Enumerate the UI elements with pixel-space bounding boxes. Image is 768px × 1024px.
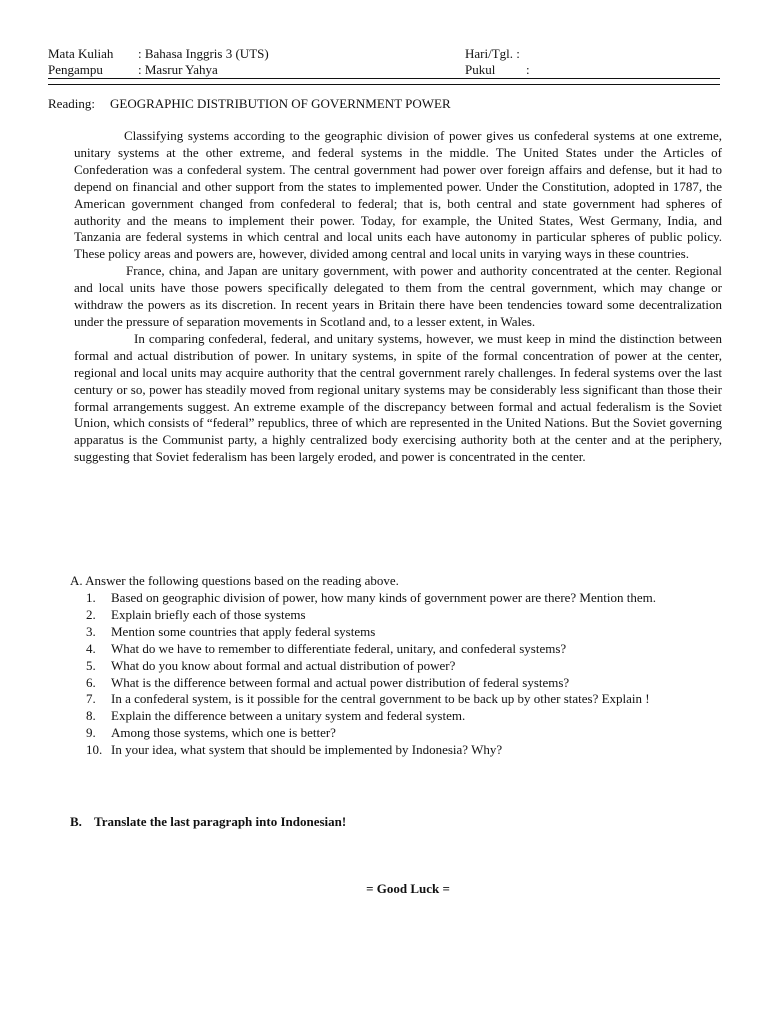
question-text: Among those systems, which one is better?: [111, 725, 336, 741]
course-value: : Bahasa Inggris 3 (UTS): [138, 46, 269, 61]
section-b-letter: B.: [70, 814, 82, 829]
date-label: Hari/Tgl. :: [465, 46, 520, 61]
question-number: 9.: [86, 725, 96, 741]
question-text: What is the difference between formal and actual power distribution of federal systems?: [111, 674, 570, 690]
question-item: [86, 725, 722, 742]
reading-title: GEOGRAPHIC DISTRIBUTION OF GOVERNMENT POWER: [110, 96, 451, 111]
question-item: [86, 607, 722, 624]
question-number: 6.: [86, 674, 96, 690]
question-text: Mention some countries that apply federal systems: [111, 623, 376, 639]
question-number: 5.: [86, 657, 96, 673]
question-number: 3.: [86, 623, 96, 639]
question-number: 4.: [86, 640, 96, 656]
question-text: In a confederal system, is it possible for the central government to be back up by other states? Explain !: [111, 691, 650, 707]
question-number: 2.: [86, 606, 96, 622]
question-text: What do you know about formal and actual distribution of power?: [111, 657, 456, 673]
course-label: Mata Kuliah: [48, 46, 114, 61]
question-text: Based on geographic division of power, how many kinds of government power are there? Mention them.: [111, 590, 656, 605]
question-item: [86, 641, 722, 658]
question-item: [86, 624, 722, 641]
question-item: [86, 691, 722, 708]
header-divider: [48, 78, 720, 85]
question-number: 8.: [86, 708, 96, 724]
reading-label: Reading:: [48, 96, 95, 111]
question-number: 7.: [86, 691, 96, 707]
question-text: Explain briefly each of those systems: [111, 606, 306, 622]
question-number: 1.: [86, 590, 96, 605]
question-text: What do we have to remember to differentiate federal, unitary, and confederal systems?: [111, 640, 567, 656]
question-item: [86, 590, 722, 607]
section-a-heading: A. Answer the following questions based on the reading above.: [70, 573, 399, 588]
lecturer-label: Pengampu: [48, 62, 103, 77]
lecturer-value: : Masrur Yahya: [138, 62, 218, 77]
question-item: [86, 742, 722, 759]
time-separator: :: [526, 62, 530, 77]
question-number: 10.: [86, 742, 103, 758]
reading-body: [74, 128, 722, 466]
question-text: Explain the difference between a unitary system and federal system.: [111, 708, 466, 724]
closing-text: = Good Luck =: [366, 881, 450, 896]
paragraph-3: In comparing confederal, federal, and unitary systems, however, we must keep in mind the distinction between formal and actual distribution of power. In unitary systems, in spite of the formal concentration of power at the center, regional and local units may acquire authority that the central government rarely challenges. In federal systems over the last century or so, power has steadily moved from regional unitary systems may be considerably less significant than those their formal arrangements suggest. An extreme example of the discrepancy between formal and actual federalism is the Soviet Union, which consists of “federal” republics, three of which are represented in the United Nations. But the Soviet governing apparatus is the Communist party, a highly centralized body exercising authority both at the center and at the periphery, suggesting that Soviet federalism has been largely eroded, and power is concentrated in the center.: [74, 330, 722, 465]
question-item: [86, 658, 722, 675]
section-b-instruction: Translate the last paragraph into Indonesian!: [94, 814, 347, 829]
question-item: [86, 675, 722, 692]
question-item: [86, 708, 722, 725]
question-text: In your idea, what system that should be implemented by Indonesia? Why?: [111, 742, 503, 758]
time-label: Pukul: [465, 62, 496, 77]
paragraph-1: Classifying systems according to the geographic division of power gives us confederal systems at one extreme, unitary systems at the other extreme, and federal systems in the middle. The United States under the Articles of Confederation was a confederal system. The central government had power over foreign affairs and defense, but it had to depend on financial and other support from the states to implemented power. Under the Constitution, adopted in 1787, the American government changed from confederal to federal; that is, both central and state government had spheres of authority and the means to implement their power. Today, for example, the United States, West Germany, India, and Tanzania are federal systems in which central and local units each have autonomy in particular spheres of public policy. These policy areas and powers are, however, divided among central and local units in varying ways in these countries.: [74, 128, 722, 262]
paragraph-2: France, china, and Japan are unitary government, with power and authority concentrated at the center. Regional and local units have those powers specifically delegated to them from the central government, which may change or withdraw the powers as its discretion. In recent years in Britain there have been tendencies toward some decentralization under the pressure of separation movements in Scotland and, to a lesser extent, in Wales.: [74, 263, 722, 329]
question-list: [86, 590, 722, 759]
